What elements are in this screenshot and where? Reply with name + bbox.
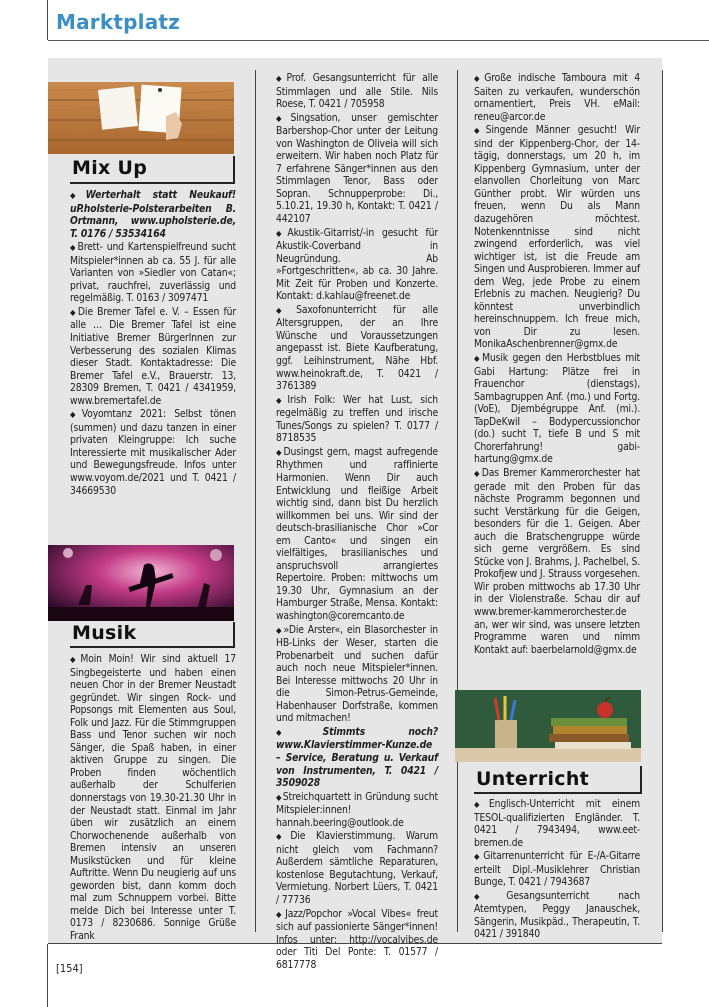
classified-ad	[276, 304, 438, 393]
classified-ad-text: Prof. Gesangsunterricht für alle Stimmlagen und alle Stile. Nils Roese, T. 0421 / 705958	[276, 72, 438, 111]
page-title: Marktplatz	[56, 10, 180, 34]
page-number: [154]	[56, 962, 83, 975]
classified-ad	[70, 241, 236, 305]
bullet-icon: ◆	[70, 307, 77, 317]
unterricht-image	[455, 690, 641, 762]
classified-ad-text: Stimmts noch? www.Klavierstimmer-Kunze.de – Service, Beratung u. Verkauf von Instrumenten, T. 0421 / 3509028	[276, 725, 438, 790]
classified-ad	[474, 352, 640, 466]
classified-ad	[70, 189, 236, 240]
classified-ad-text: Akustik-Gitarrist/-in gesucht für Akustik-Coverband in Neugründung. Ab »Fortgeschritten«, ab ca. 30 Jahre. Mit Zeit für Proben und Konzerte. Kontakt: d.kahlau@freenet.de	[276, 226, 438, 303]
classified-ad	[70, 408, 236, 497]
bullet-icon: ◆	[474, 74, 484, 83]
classified-ad	[276, 394, 438, 445]
section-heading-unterricht: Unterricht	[476, 768, 590, 790]
classified-ad-text: Das Bremer Kammerorchester hat gerade mit den Proben für das nächste Programm begonnen und sucht Verstärkung für die Geigen, besonders für die 1. Geigen. Aber auch die Bratschengruppe würde sich gerne vergrößern. Es sind Stücke von J. Brahms, J. Pachelbel, S. Prokofjew und J. Strauss vorgesehen. Wir proben mittwochs ab 17.30 Uhr in der Violenstraße. Schau dir auf www.bremer-kammerorchester.de an, wer wir sind, was unsere letzten Programme waren und nimm Kontakt auf: baerbelarnold@gmx.de	[474, 466, 640, 656]
bullet-icon: ◆	[474, 468, 481, 478]
classified-ad-text: Große indische Tamboura mit 4 Saiten zu verkaufen, wunderschön ornamentiert, Preis VH. eMail: reneu@arcor.de	[474, 72, 640, 123]
classified-ad-text: Die Bremer Tafel e. V. – Essen für alle … Die Bremer Tafel ist eine Initiative Bremer BürgerInnen zur Verbesserung des sozialen Klimas dieser Stadt. Kontaktadresse: Die Bremer Tafel e.V., Brauerstr. 13, 28309 Bremen, T. 0421 / 4341959, www.bremertafel.de	[70, 305, 236, 407]
classified-ad-text: Musik gegen den Herbstblues mit Gabi Hartung: Plätze frei in Frauenchor (dienstags), Sambagruppen Anf. (mo.) und Fortg. (VoE), Djembégruppe Anf. (mi.). TapDeKwiI – Bodypercussionchor (do.) sucht T, tiefe B und S mit Chorerfahrung! gabi-hartung@gmx.de	[474, 352, 640, 466]
section-corner-unterricht	[640, 766, 642, 794]
bullet-icon: ◆	[70, 191, 85, 200]
classified-ad-text: Englisch-Unterricht mit einem TESOL-qualifizierten Engländer. T. 0421 / 7943494, www.eet-bremen.de	[474, 798, 640, 849]
section-underline-musik	[70, 646, 235, 648]
musik-listing-column-3	[474, 72, 640, 657]
classified-ad-text: Streichquartett in Gründung sucht Mitspieler:innen! hannah.beering@outlook.de	[276, 790, 438, 829]
classified-ad-text: Saxofonunterricht für alle Altersgruppen, der an Ihre Wünsche und Voraussetzungen angepasst ist. Biete Kaufberatung, ggf. Leihinstrument, Nähe Hbf. www.heinokraft.de, T. 0421 / 3761389	[276, 303, 438, 393]
bullet-icon: ◆	[474, 852, 483, 862]
bullet-icon: ◆	[276, 228, 287, 238]
bullet-icon: ◆	[70, 243, 77, 253]
left-margin-rule-bottom	[47, 944, 48, 1007]
section-underline-mixup	[70, 182, 235, 184]
bullet-icon: ◆	[474, 891, 506, 901]
classified-ad-text: Gesangsunterricht nach Atemtypen, Peggy Janauschek, Sängerin, Musikpäd., Therapeutin, T. 0421 / 391840	[474, 889, 640, 941]
classified-ad	[70, 306, 236, 407]
classified-ad-text: Gitarrenunterricht für E-/A-Gitarre erteilt Dipl.-Musiklehrer Christian Bunge, T. 0421 / 7943687	[474, 850, 640, 889]
classified-ad-text: Die Klavierstimmung. Warum nicht gleich vom Fachmann? Außerdem sämtliche Reparaturen, kostenlose Begutachtung, Verkauf, Vermietung. Norbert Lüers, T. 0421 / 77736	[276, 830, 439, 906]
mixup-image	[48, 82, 234, 154]
section-heading-musik: Musik	[72, 622, 137, 644]
classified-ad	[474, 850, 640, 889]
column-divider-2	[457, 70, 458, 932]
section-heading-mixup: Mix Up	[72, 157, 148, 179]
musik-image	[48, 545, 234, 621]
bullet-icon: ◆	[70, 655, 80, 664]
left-margin-rule-top	[47, 0, 48, 40]
bullet-icon: ◆	[276, 395, 287, 405]
classified-ad	[276, 227, 438, 303]
classified-ad	[474, 72, 640, 123]
musik-listing-column-2	[276, 72, 438, 972]
bullet-icon: ◆	[474, 354, 482, 364]
bullet-icon: ◆	[276, 305, 296, 315]
classified-ad-text: Moin Moin! Wir sind aktuell 17 Singbegeisterte und haben einen neuen Chor in der Bremer Neustadt gegründet. Wir singen Rock- und Popsongs mit Elementen aus Soul, Folk und Jazz. Für die Stimmgruppen Bass und Tenor suchen wir noch Sänger, die Spaß haben, in einer aktiven Gruppe zu singen. Die Proben finden wöchentlich außerhalb der Schulferien donnerstags von 19.30-21.30 Uhr in der Neustadt statt. Einmal im Jahr üben wir zusätzlich an einem Chorwochenende außerhalb von Bremen intensiv an unseren Musikstücken und für kleine Auftritte. Wenn Du neugierig auf uns geworden bist, dann komm doch mal zum Schnuppern vorbei. Bitte melde Dich bei Interesse unter T. 0173 / 8230686. Sonnige Grüße Frank	[70, 653, 236, 943]
classified-ad-text: Brett- und Kartenspielfreund sucht Mitspieler*innen ab ca. 55 J. für alle Varianten von »Siedler von Catan«; privat, rauchfrei, zuverlässig und regelmäßig. T. 0163 / 3097471	[70, 241, 236, 305]
bullet-icon: ◆	[276, 74, 286, 83]
classified-ad	[276, 791, 438, 830]
classified-ad	[474, 124, 640, 351]
section-corner-mixup	[233, 156, 235, 184]
bullet-icon: ◆	[276, 447, 283, 457]
classified-ad-text: Jazz/Popchor »Vocal Vibes« freut sich auf passionierte Sänger*innen! Infos unter: http://vocalvibes.de oder Titi Del Ponte: T. 01577 / 6817778	[276, 907, 438, 971]
classified-ad-text: Singsation, unser gemischter Barbershop-Chor unter der Leitung von Washington de Oliveia will sich erweitern. Wir haben noch Platz für 7 erfahrene Sänger*innen aus den Stimmlagen Tenor, Bass oder Sopran. Schnupperprobe: Di., 5.10.21, 19.30 h, Kontakt: T. 0421 / 442107	[276, 111, 438, 226]
classified-ad-text: Voyomtanz 2021: Selbst tönen (summen) und dazu tanzen in einer privaten Kleingruppe: Ich suche Interessierte mit musikalischer Ader und Bewegungsfreude. Infos unter www.voyom.de/2021 und T. 0421 / 34669530	[70, 408, 236, 497]
classified-ad-text: Werterhalt statt Neukauf! uP.holsterie-Polsterarbeiten B. Ortmann, www.upholsterie.de, T. 0176 / 53534164	[70, 189, 236, 240]
musik-listing-column-1	[70, 653, 236, 944]
classified-ad	[276, 112, 438, 226]
classified-ad-text: Singende Männer gesucht! Wir sind der Kippenberg-Chor, der 14-tägig, donnerstags, um 20 h, im Kippenberg Gymnasium, unter der elanvollen Chorleitung von Marc Günther probt. Wir würden uns freuen, wenn Du als Mann dazugehören möchtest. Notenkenntnisse sind nicht zwingend erforderlich, was viel wichtiger ist, ist die Freude am Singen und Ausprobieren. Immer auf dem Weg, jede Probe zu einem Erlebnis zu machen. Neugierig? Du könntest unverbindlich hereinschnuppern. Ich freue mich, von Dir zu lesen. MonikaAschenbrenner@gmx.de	[474, 124, 640, 351]
bullet-icon: ◆	[276, 792, 282, 802]
bullet-icon: ◆	[276, 727, 322, 737]
bullet-icon: ◆	[474, 126, 485, 136]
bullet-icon: ◆	[474, 800, 488, 809]
bullet-icon: ◆	[276, 625, 283, 635]
classified-ad	[276, 830, 438, 906]
classified-ad	[276, 72, 438, 111]
bullet-icon: ◆	[70, 410, 81, 420]
classified-ad-text: »Die Arster«, ein Blasorchester in HB-Links der Weser, starten die Probenarbeit und suchen dafür auch noch neue Mitspieler*innen. Bei Interesse mittwochs 20 Uhr in die Simon-Petrus-Gemeinde, Habenhauser Dorfstraße, kommen und mitmachen!	[276, 623, 438, 725]
classified-ad	[70, 653, 236, 943]
mixup-listing-column	[70, 189, 236, 498]
classified-ad	[474, 798, 640, 849]
classified-ad-text: Irish Folk: Wer hat Lust, sich regelmäßig zu treffen und irische Tunes/Songs zu spielen? T. 0177 / 8718535	[276, 393, 438, 445]
classified-ad	[474, 890, 640, 941]
header-rule	[48, 40, 709, 41]
column-divider-1	[255, 70, 256, 932]
classified-ad	[276, 624, 438, 725]
classified-ad	[276, 908, 438, 972]
classified-ad-text: Dusingst gern, magst aufregende Rhythmen und raffinierte Harmonien. Wenn Dir auch Entwicklung und fleißige Arbeit wichtig sind, dann bist Du herzlich willkommen bei uns. Wir sind der deutsch-brasilianische Chor »Cor em Canto« und singen ein vielfältiges, brasilianisches und anspruchsvoll arrangiertes Repertoire. Proben: mittwochs um 19.30 Uhr, Gymnasium an der Hamburger Straße, Mensa. Kontakt: washington@coremcanto.de	[276, 445, 438, 622]
bullet-icon: ◆	[276, 832, 290, 842]
bullet-icon: ◆	[276, 113, 290, 123]
classified-ad	[276, 726, 438, 790]
section-corner-musik	[233, 622, 235, 648]
classified-ad	[276, 446, 438, 623]
column-divider-3	[662, 70, 663, 932]
bullet-icon: ◆	[276, 909, 285, 919]
unterricht-listing-column	[474, 798, 640, 942]
classified-ad	[474, 467, 640, 656]
section-underline-unterricht	[474, 792, 642, 794]
